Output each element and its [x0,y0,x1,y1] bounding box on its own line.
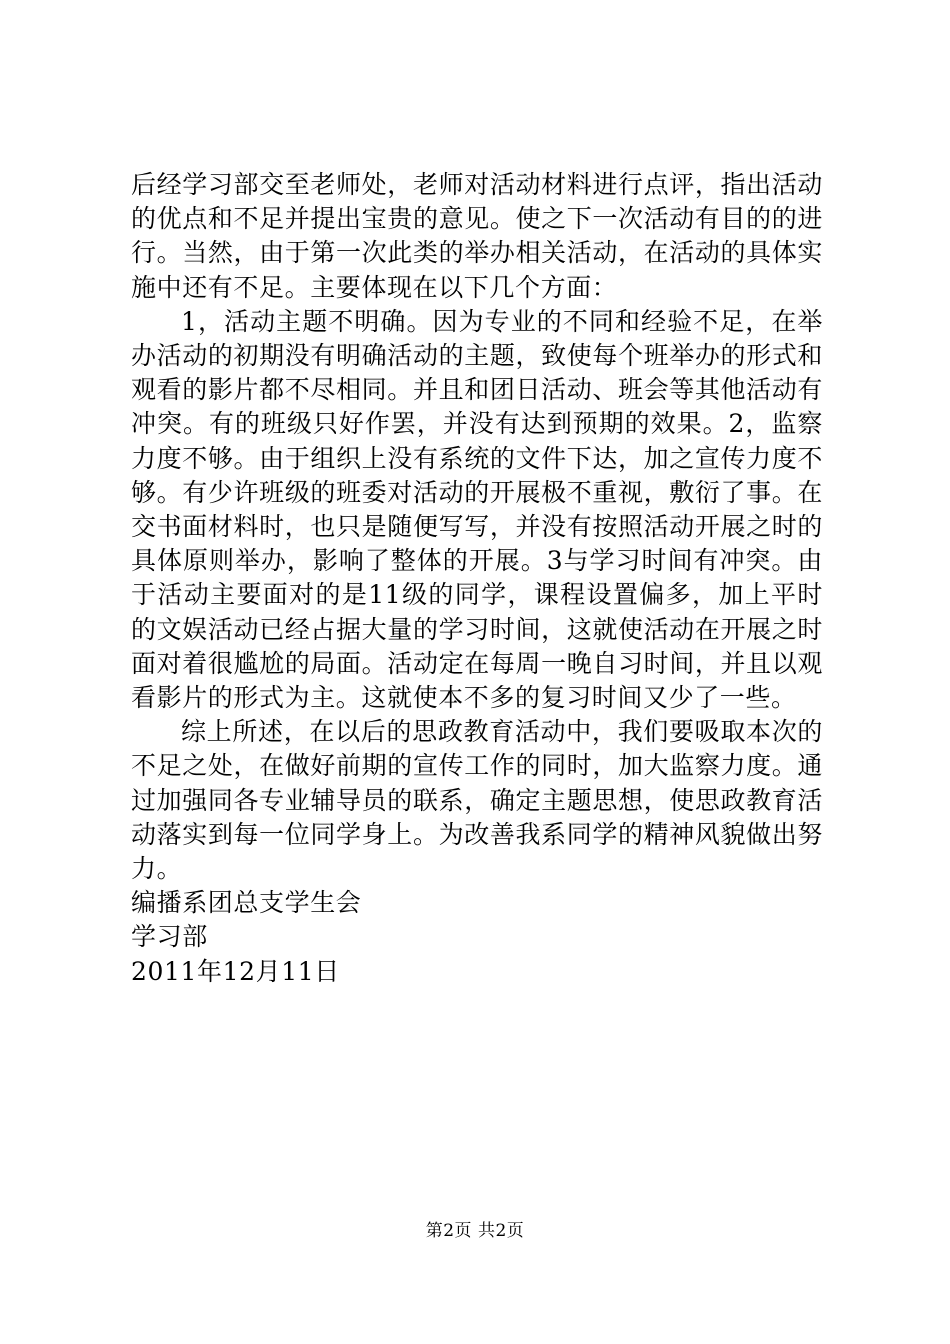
document-body [131,168,823,989]
signature-department: 学习部 [131,922,208,952]
paragraph-problems: 1，活动主题不明确。因为专业的不同和经验不足，在举办活动的初期没有明确活动的主题，致使每个班举办的形式和观看的影片都不尽相同。并且和团日活动、班会等其他活动有冲突。有的班级只好作罢，并没有达到预期的效果。2，监察力度不够。由于组织上没有系统的文件下达，加之宣传力度不够。有少许班级的班委对活动的开展极不重视，敷衍了事。在交书面材料时，也只是随便写写，并没有按照活动开展之时的具体原则举办，影响了整体的开展。3与学习时间有冲突。由于活动主要面对的是11级的同学，课程设置偏多，加上平时的文娱活动已经占据大量的学习时间，这就使活动在开展之时面对着很尴尬的局面。活动定在每周一晚自习时间，并且以观看影片的形式为主。这就使本不多的复习时间又少了一些。 [131,306,823,713]
paragraph-continuation: 后经学习部交至老师处，老师对活动材料进行点评，指出活动的优点和不足并提出宝贵的意见。使之下一次活动有目的的进行。当然，由于第一次此类的举办相关活动，在活动的具体实施中还有不足。主要体现在以下几个方面： [131,170,823,302]
signature-organization: 编播系团总支学生会 [131,888,362,918]
page-footer [0,1216,950,1241]
signature-date: 2011年12月11日 [131,956,340,986]
page-number: 第2页 共2页 [425,1221,525,1241]
paragraph-summary: 综上所述，在以后的思政教育活动中，我们要吸取本次的不足之处，在做好前期的宣传工作的同时，加大监察力度。通过加强同各专业辅导员的联系，确定主题思想，使思政教育活动落实到每一位同学身上。为改善我系同学的精神风貌做出努力。 [131,717,823,884]
